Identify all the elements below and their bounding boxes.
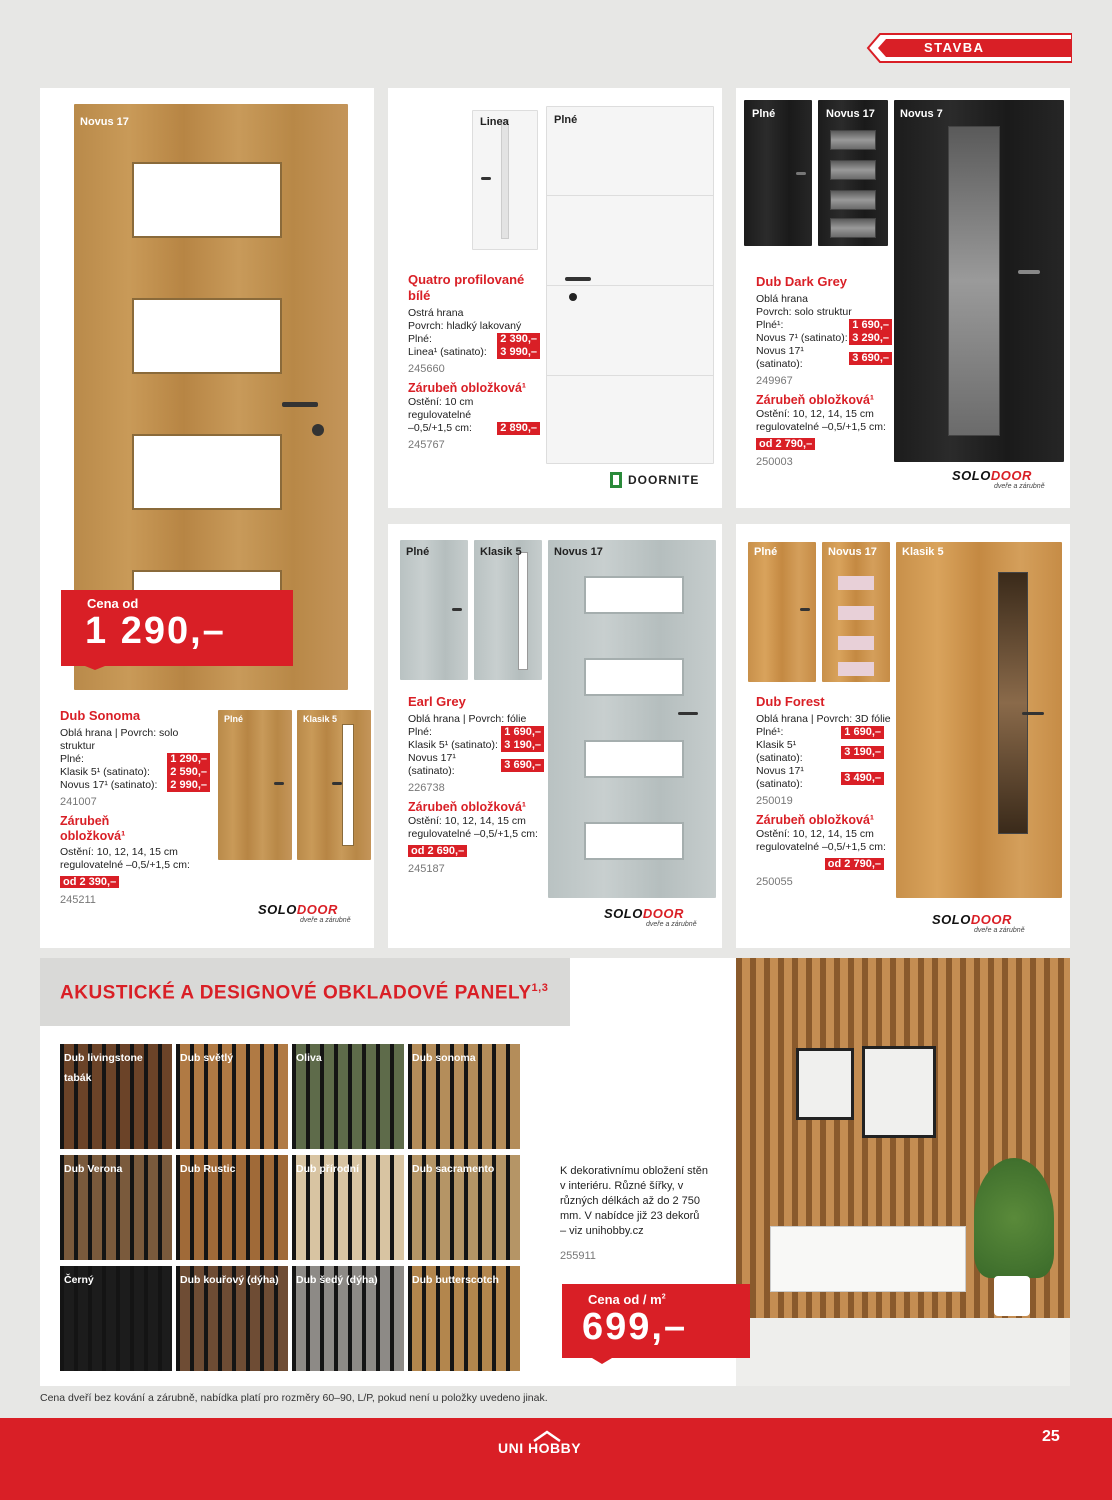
- product-title: Earl Grey: [408, 694, 466, 709]
- price-row-value: 2 390,–: [497, 333, 540, 346]
- logo-subtitle: dveře a zárubně: [974, 927, 1025, 934]
- door-glass: [501, 119, 509, 239]
- panel-swatch-label: Dub kouřový (dýha): [180, 1274, 279, 1286]
- door-handle: [332, 782, 342, 785]
- price-row-value: 2 990,–: [167, 779, 210, 792]
- price-row: [408, 333, 540, 346]
- panel-swatch-label: Dub šedý (dýha): [296, 1274, 378, 1286]
- price-row: [756, 345, 892, 371]
- door-glass: [342, 724, 354, 846]
- door-tag: Plné: [406, 546, 430, 558]
- price-row-label: Klasik 5¹ (satinato):: [408, 739, 498, 751]
- product-sku: 226738: [408, 782, 445, 794]
- price-list: [408, 726, 544, 778]
- product-card-forest: [736, 524, 1070, 948]
- door-handle: [678, 712, 698, 715]
- frame-sku: 250003: [756, 456, 793, 468]
- section-title: STAVBA: [924, 40, 985, 55]
- door-handle: [565, 277, 591, 281]
- panel-swatch-label: Černý: [64, 1274, 94, 1286]
- solodoor-logo: SOLODOOR: [952, 468, 1032, 483]
- swatch-grid: [60, 1044, 530, 1380]
- door-thumb-plne: [748, 542, 816, 682]
- frame-spec: Ostění: 10, 12, 14, 15 cm: [408, 815, 526, 827]
- price-label-sup: 2: [661, 1293, 666, 1301]
- frame-spec: Ostění: 10, 12, 14, 15 cm: [60, 846, 178, 858]
- price-row: [756, 765, 884, 791]
- price-label: [588, 1292, 666, 1307]
- door-tag: Plné: [752, 108, 776, 120]
- frame-spec: –0,5/+1,5 cm:: [408, 422, 472, 434]
- price-row-label: Plné¹:: [756, 319, 784, 331]
- frame-sku: 245767: [408, 439, 445, 451]
- frame-title: Zárubeň obložková¹: [60, 814, 126, 843]
- price-label: Cena od: [87, 596, 139, 611]
- price-row: [756, 726, 884, 739]
- solodoor-logo: SOLODOOR: [932, 912, 1012, 927]
- price-row-value: 1 690,–: [849, 319, 892, 332]
- panels-heading-sup: 1,3: [531, 982, 549, 994]
- door-handle: [452, 608, 462, 611]
- product-sku: 249967: [756, 375, 793, 387]
- door-tag: Novus 17: [828, 546, 877, 558]
- panels-description: [540, 1142, 736, 1306]
- price-row-label: Novus 7¹ (satinato):: [756, 332, 848, 344]
- price-list: [60, 753, 210, 792]
- solodoor-logo: SOLODOOR: [604, 906, 684, 921]
- panel-swatch: [60, 1044, 172, 1149]
- plant-pot: [994, 1276, 1030, 1316]
- forest-info: [756, 694, 891, 888]
- price-row-label: Plné:: [408, 726, 432, 738]
- panels-heading-text: AKUSTICKÉ A DESIGNOVÉ OBKLADOVÉ PANELY: [60, 982, 532, 1004]
- panel-swatch: [292, 1044, 404, 1149]
- product-spec: Ostrá hrana: [408, 307, 464, 319]
- price-row-label: Novus 17¹ (satinato):: [408, 752, 456, 777]
- panels-sku: 255911: [560, 1250, 596, 1262]
- price-row-label: Klasik 5¹ (satinato):: [756, 739, 803, 764]
- darkgrey-info: [756, 274, 892, 468]
- door-glass: [132, 298, 282, 374]
- price-value: 1 290,–: [85, 610, 226, 652]
- price-row: [408, 346, 540, 359]
- door-thumb-linea: [472, 110, 538, 250]
- footer-note: Cena dveří bez kování a zárubně, nabídka platí pro rozměry 60–90, L/P, pokud není u položky uvedeno jinak.: [40, 1392, 548, 1404]
- price-row-label: Plné:: [408, 333, 432, 345]
- product-sku: 245660: [408, 363, 445, 375]
- door-thumb-klasik: [474, 540, 542, 680]
- door-tag: Klasik 5: [902, 546, 944, 558]
- product-spec: Oblá hrana | Povrch: solo struktur: [60, 727, 179, 752]
- frame-spec: regulovatelné –0,5/+1,5 cm:: [60, 859, 190, 871]
- door-handle: [1018, 270, 1040, 274]
- frame-title: Zárubeň obložková¹: [756, 813, 875, 827]
- door-thumb-klasik: [297, 710, 371, 860]
- panel-swatch: [60, 1266, 172, 1371]
- door-glass: [948, 126, 1000, 436]
- price-row-label: Klasik 5¹ (satinato):: [60, 766, 150, 778]
- frame-price: od 2 690,–: [408, 845, 467, 857]
- price-row: [60, 753, 210, 766]
- door-handle: [274, 782, 284, 785]
- panels-price-flag: [562, 1284, 750, 1366]
- thumb-tag: Plné: [224, 714, 244, 724]
- panel-swatch-label: Dub sacramento: [412, 1163, 495, 1175]
- doornite-wordmark: DOORNITE: [628, 473, 700, 487]
- door-image-klasik5: [896, 542, 1062, 898]
- price-row: [756, 319, 892, 332]
- interior-photo: [736, 958, 1070, 1386]
- door-glass: [132, 434, 282, 510]
- frame-sku: 245187: [408, 863, 445, 875]
- door-tag: Novus 7: [900, 108, 943, 120]
- panel-swatch-label: Oliva: [296, 1052, 322, 1064]
- frame-price: 2 890,–: [497, 422, 540, 435]
- frame-spec: Ostění: 10, 12, 14, 15 cm: [756, 828, 874, 840]
- door-tag: Novus 17: [80, 116, 129, 128]
- logo-subtitle: dveře a zárubně: [994, 483, 1045, 490]
- floor: [736, 1318, 1070, 1386]
- price-row-label: Novus 17¹ (satinato):: [756, 345, 804, 370]
- price-row-value: 3 290,–: [849, 332, 892, 345]
- door-tag: Plné: [754, 546, 778, 558]
- doornite-icon: [610, 472, 622, 488]
- section-tab: [866, 32, 1072, 64]
- price-row-value: 2 590,–: [167, 766, 210, 779]
- frame-price: od 2 790,–: [825, 858, 884, 870]
- picture-frame: [862, 1046, 936, 1138]
- price-row-label: Novus 17¹ (satinato):: [60, 779, 158, 791]
- sideboard: [770, 1226, 966, 1292]
- door-tag: Klasik 5: [480, 546, 522, 558]
- door-handle: [800, 608, 810, 611]
- door-glass: [998, 572, 1028, 834]
- panel-swatch: [60, 1155, 172, 1260]
- product-sku: 241007: [60, 796, 97, 808]
- frame-spec: regulovatelné –0,5/+1,5 cm:: [756, 421, 886, 433]
- price-value: 699,–: [582, 1306, 688, 1348]
- door-glass: [132, 162, 282, 238]
- panel-swatch-label: Dub přírodní: [296, 1163, 359, 1175]
- product-card-sonoma: [40, 88, 374, 948]
- logo-subtitle: dveře a zárubně: [300, 917, 351, 924]
- price-row: [756, 739, 884, 765]
- door-thumb-plne: [218, 710, 292, 860]
- price-row: [408, 726, 544, 739]
- price-row-value: 3 190,–: [841, 746, 884, 759]
- door-tag: Plné: [554, 114, 578, 126]
- product-spec: Oblá hrana | Povrch: fólie: [408, 713, 527, 725]
- price-row-value: 1 690,–: [501, 726, 544, 739]
- price-row-value: 3 990,–: [497, 346, 540, 359]
- panel-swatch-label: Dub livingstone tabák: [64, 1052, 143, 1084]
- panel-swatch-label: Dub butterscotch: [412, 1274, 499, 1286]
- door-handle: [1022, 712, 1044, 715]
- price-row-label: Linea¹ (satinato):: [408, 346, 487, 358]
- panel-swatch: [176, 1044, 288, 1149]
- price-row-label: Plné:: [60, 753, 84, 765]
- door-image-novus17: [548, 540, 716, 898]
- price-row-value: 3 690,–: [501, 759, 544, 772]
- door-tag: Novus 17: [554, 546, 603, 558]
- door-image-quatro: [546, 106, 714, 464]
- price-row-value: 3 190,–: [501, 739, 544, 752]
- panel-swatch: [408, 1044, 520, 1149]
- solodoor-logo: SOLODOOR: [258, 902, 338, 917]
- price-list: [756, 319, 892, 371]
- product-card-darkgrey: [736, 88, 1070, 508]
- price-list: [408, 333, 540, 359]
- frame-spec: regulovatelné –0,5/+1,5 cm:: [408, 828, 538, 840]
- door-thumb-novus17: [822, 542, 890, 682]
- unihobby-logo: [498, 1430, 614, 1460]
- frame-spec: regulovatelné –0,5/+1,5 cm:: [756, 841, 886, 853]
- price-flag: [61, 590, 293, 670]
- product-title: Quatro profilované bílé: [408, 272, 525, 303]
- frame-spec: Ostění: 10 cm: [408, 396, 474, 408]
- price-row-label: Novus 17¹ (satinato):: [756, 765, 804, 790]
- door-handle: [481, 177, 491, 180]
- frame-price-row: [408, 422, 540, 435]
- product-sku: 250019: [756, 795, 793, 807]
- product-title: Dub Forest: [756, 694, 825, 709]
- price-row: [60, 779, 210, 792]
- product-spec: Povrch: solo struktur: [756, 306, 852, 318]
- panels-desc-text: K dekorativnímu obložení stěn v interiéru. Různé šířky, v různých délkách až do 2 750 mm. V nabídce již 23 dekorů – viz unihobby.cz: [560, 1165, 708, 1237]
- panel-swatch: [408, 1155, 520, 1260]
- panel-swatch-label: Dub sonoma: [412, 1052, 476, 1064]
- panel-swatch-label: Dub Verona: [64, 1163, 123, 1175]
- price-row: [408, 752, 544, 778]
- door-lock: [569, 293, 577, 301]
- panel-swatch: [176, 1266, 288, 1371]
- price-row: [60, 766, 210, 779]
- unihobby-wordmark: UNI HOBBY: [498, 1440, 582, 1456]
- price-row-value: 1 290,–: [167, 753, 210, 766]
- quatro-info: [408, 272, 540, 451]
- frame-sku: 250055: [756, 876, 793, 888]
- sonoma-info: [60, 708, 210, 906]
- product-title: Dub Dark Grey: [756, 274, 848, 289]
- panel-swatch: [408, 1266, 520, 1371]
- price-row-label: Plné¹:: [756, 726, 784, 738]
- price-list: [756, 726, 884, 791]
- panel-swatch-label: Dub světlý: [180, 1052, 234, 1064]
- earlgrey-info: [408, 694, 544, 875]
- thumb-tag: Klasik 5: [303, 714, 338, 724]
- frame-price: od 2 390,–: [60, 876, 119, 888]
- plant: [974, 1158, 1054, 1278]
- product-card-quatro: [388, 88, 722, 508]
- price-row-value: 1 690,–: [841, 726, 884, 739]
- door-tag: Linea: [480, 116, 509, 128]
- door-glass: [518, 552, 528, 670]
- product-card-earlgrey: [388, 524, 722, 948]
- picture-frame: [796, 1048, 854, 1120]
- doornite-logo: [610, 472, 699, 488]
- frame-price: od 2 790,–: [756, 438, 815, 450]
- frame-title: Zárubeň obložková¹: [408, 381, 527, 395]
- door-tag: Novus 17: [826, 108, 875, 120]
- panel-swatch-label: Dub Rustic: [180, 1163, 236, 1175]
- product-title: Dub Sonoma: [60, 708, 141, 723]
- price-label-text: Cena od / m: [588, 1292, 662, 1307]
- door-handle: [796, 172, 806, 175]
- frame-spec: Ostění: 10, 12, 14, 15 cm: [756, 408, 874, 420]
- door-handle: [282, 402, 318, 407]
- panel-swatch: [176, 1155, 288, 1260]
- panel-swatch: [292, 1155, 404, 1260]
- price-row-value: 3 690,–: [849, 352, 892, 365]
- panels-heading: [60, 982, 548, 1004]
- frame-spec: regulovatelné: [408, 409, 472, 421]
- frame-title: Zárubeň obložková¹: [408, 800, 527, 814]
- price-row: [756, 332, 892, 345]
- door-image-novus7: [894, 100, 1064, 462]
- product-spec: Povrch: hladký lakovaný: [408, 320, 522, 332]
- door-lock: [312, 424, 324, 436]
- panels-section: [40, 958, 1070, 1386]
- price-row: [408, 739, 544, 752]
- logo-subtitle: dveře a zárubně: [646, 921, 697, 928]
- door-thumb-plne: [400, 540, 468, 680]
- page-number: 25: [1042, 1428, 1060, 1445]
- frame-sku: 245211: [60, 894, 96, 906]
- product-spec: Oblá hrana: [756, 293, 808, 305]
- price-row-value: 3 490,–: [841, 772, 884, 785]
- frame-title: Zárubeň obložková¹: [756, 393, 875, 407]
- panel-swatch: [292, 1266, 404, 1371]
- product-spec: Oblá hrana | Povrch: 3D fólie: [756, 713, 891, 725]
- footer-band: [0, 1418, 1112, 1500]
